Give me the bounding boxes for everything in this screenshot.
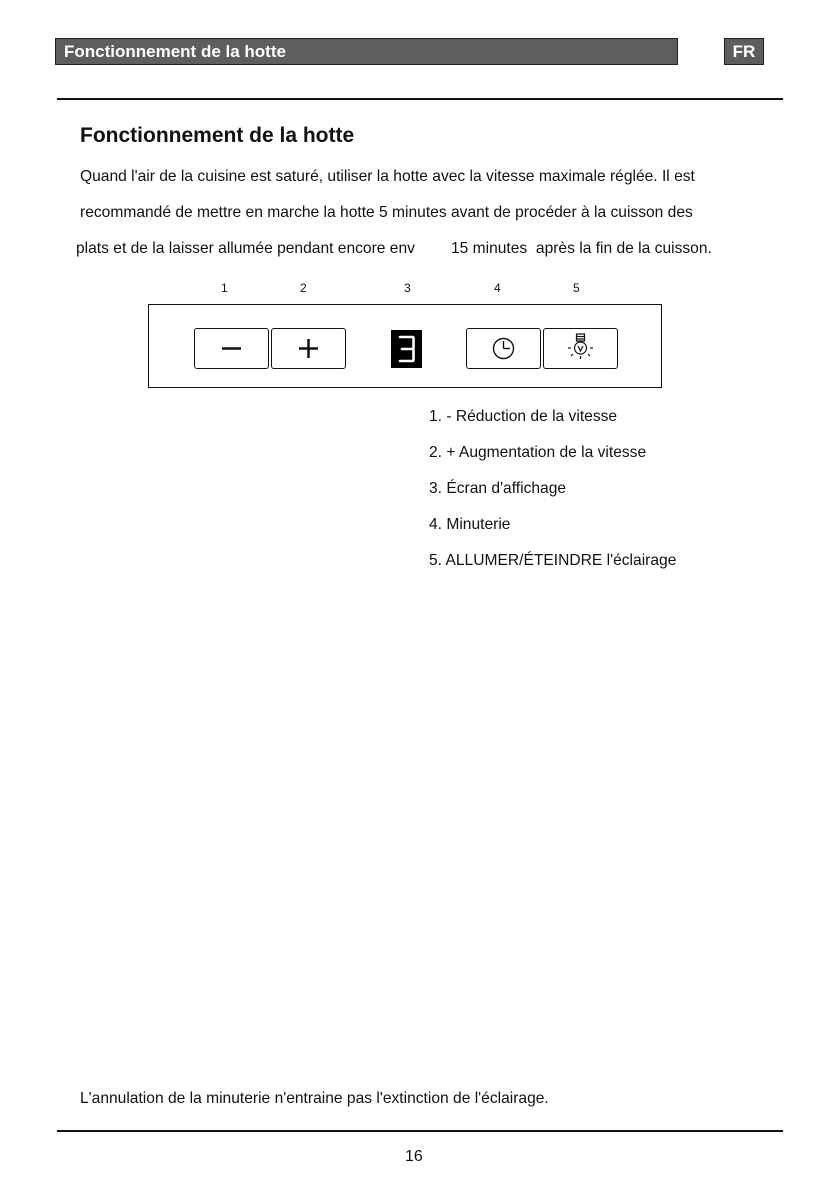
minus-icon <box>195 329 268 368</box>
display-digit-glyph <box>391 330 422 368</box>
language-badge: FR <box>724 38 764 65</box>
callout-number-5: 5 <box>573 281 580 295</box>
paragraph-line-3-end: 15 minutes après la fin de la cuisson. <box>450 240 712 257</box>
section-title: Fonctionnement de la hotte <box>80 124 355 147</box>
speed-up-button[interactable] <box>271 328 346 369</box>
callout-number-3: 3 <box>404 281 411 295</box>
light-bulb-icon <box>544 329 617 368</box>
legend-item-5: 5. ALLUMER/ÉTEINDRE l'éclairage <box>429 552 677 569</box>
legend-item-3: 3. Écran d'affichage <box>429 480 567 497</box>
bottom-divider <box>57 1130 783 1132</box>
clock-icon <box>467 329 540 368</box>
paragraph-line-3-start: plats et de la laisser allumée pendant encore env <box>76 240 415 257</box>
paragraph-line-2: recommandé de mettre en marche la hotte 5 minutes avant de procéder à la cuisson des <box>80 204 693 221</box>
callout-number-4: 4 <box>494 281 501 295</box>
callout-number-2: 2 <box>300 281 307 295</box>
legend-item-2: 2. + Augmentation de la vitesse <box>429 444 647 461</box>
speed-display <box>391 330 422 368</box>
page-number: 16 <box>405 1148 423 1165</box>
legend-item-1: 1. - Réduction de la vitesse <box>429 408 618 425</box>
header-bar <box>55 38 678 65</box>
control-panel <box>148 304 662 388</box>
speed-down-button[interactable] <box>194 328 269 369</box>
paragraph-line-1: Quand l'air de la cuisine est saturé, utiliser la hotte avec la vitesse maximale réglée. Il est <box>80 168 695 185</box>
light-button[interactable] <box>543 328 618 369</box>
timer-note: L'annulation de la minuterie n'entraine pas l'extinction de l'éclairage. <box>80 1090 549 1107</box>
callout-number-1: 1 <box>221 281 228 295</box>
timer-button[interactable] <box>466 328 541 369</box>
legend-item-4: 4. Minuterie <box>429 516 511 533</box>
top-divider <box>57 98 783 100</box>
plus-icon <box>272 329 345 368</box>
header-title: Fonctionnement de la hotte <box>64 42 286 61</box>
paragraph-line-3 <box>76 240 712 258</box>
